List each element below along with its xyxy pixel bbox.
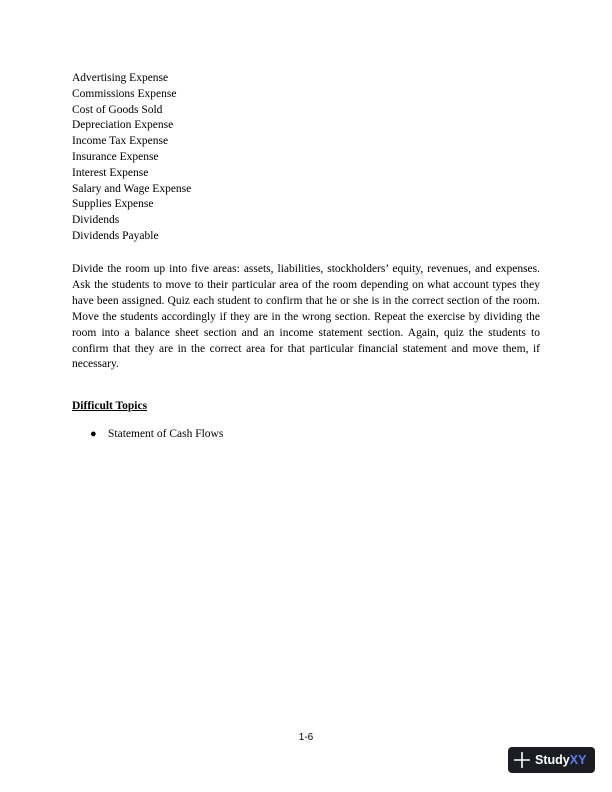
account-item: Income Tax Expense (72, 135, 169, 148)
sparkle-icon (514, 752, 530, 768)
account-item: Insurance Expense (72, 150, 159, 163)
account-item: Salary and Wage Expense (72, 182, 192, 195)
brand-main-text: Study (535, 753, 570, 767)
brand-accent-text: XY (569, 753, 587, 767)
studyxy-badge[interactable] (508, 747, 595, 773)
instructions-paragraph: Divide the room up into five areas: assets, liabilities, stockholders’ equity, revenues, and expenses. Ask the students to move to their particular area of the room depending on what account types they have been assigned. Quiz each student to confirm that he or she is in the correct section of the room. Move the students accordingly if they are in the wrong section. Repeat the exercise by dividing the room into a balance sheet section and an income statement section. Again, quiz the students to confirm that they are in the correct area for that particular financial statement and move them, if necessary. (72, 263, 540, 371)
list-item (90, 427, 223, 442)
account-item: Commissions Expense (72, 87, 177, 100)
account-item: Advertising Expense (72, 72, 169, 84)
account-item: Interest Expense (72, 166, 149, 179)
topic-label: Statement of Cash Flows (108, 428, 224, 440)
account-item: Supplies Expense (72, 198, 154, 211)
bullet-icon: ● (90, 428, 97, 440)
account-item: Depreciation Expense (72, 119, 174, 132)
account-list (72, 71, 191, 245)
difficult-topics-heading: Difficult Topics (72, 400, 148, 412)
difficult-topics-list (90, 427, 223, 442)
page-number: 1-6 (298, 732, 314, 743)
account-item: Dividends Payable (72, 229, 159, 242)
account-item: Dividends (72, 214, 120, 227)
account-item: Cost of Goods Sold (72, 103, 163, 116)
